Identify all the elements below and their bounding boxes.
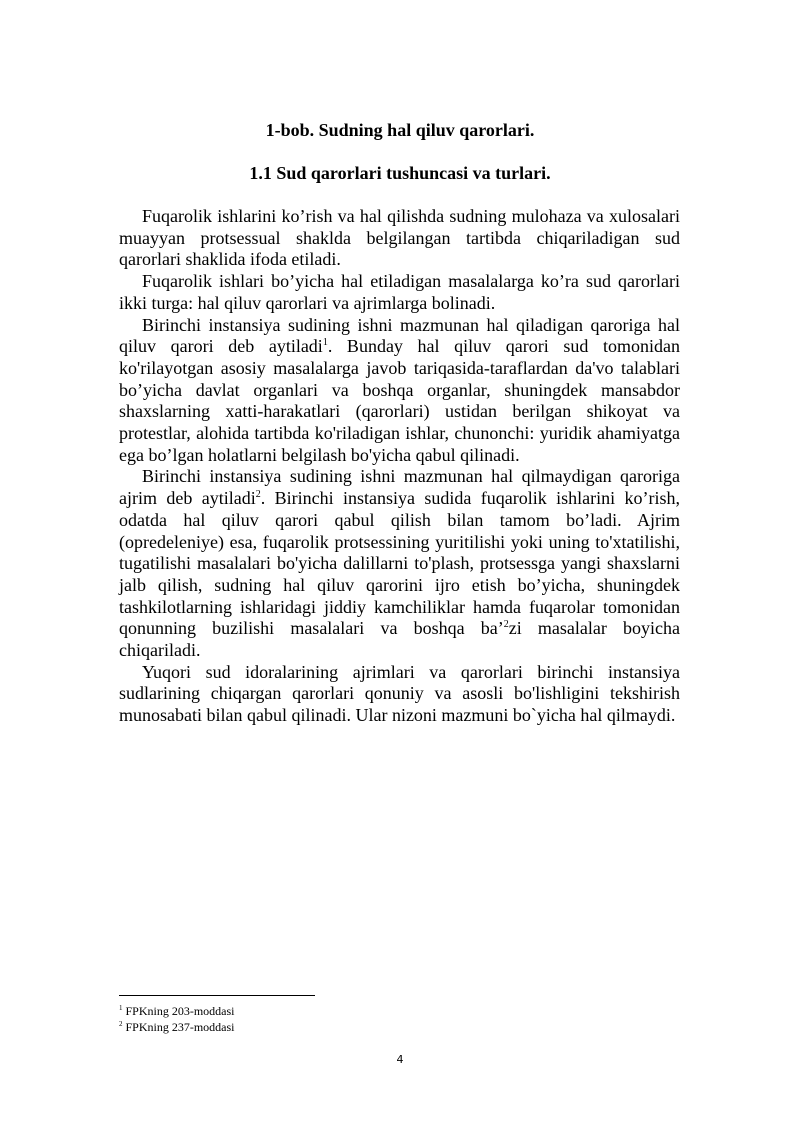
paragraph-1: Fuqarolik ishlarini ko’rish va hal qilishda sudning mulohaza va xulosalari muayyan protsessual shaklda belgilangan tartibda chiqariladigan sud qarorlari shaklida ifoda etiladi. <box>119 206 680 270</box>
paragraph-4 <box>119 466 680 661</box>
footnote-ref-1[interactable]: 1 <box>322 337 328 349</box>
paragraph-4-text-a: Birinchi instansiya sudining ishni mazmunan hal qilmaydigan qaroriga ajrim deb aytiladi <box>119 466 680 509</box>
paragraph-4-text-c: zi masalalar boyicha chiqariladi. <box>119 618 680 661</box>
footnote-ref-2[interactable]: 2 <box>255 489 261 501</box>
footnote-text-2: FPKning 237-moddasi <box>125 1020 235 1034</box>
footnote-ref-2-repeat[interactable]: 2 <box>503 619 509 631</box>
paragraph-3-text-a: Birinchi instansiya sudining ishni mazmunan hal qiladigan qaroriga hal qiluv qarori deb aytiladi <box>119 314 680 357</box>
footnote-text-1: FPKning 203-moddasi <box>125 1004 235 1018</box>
paragraph-2: Fuqarolik ishlari bo’yicha hal etiladigan masalalarga ko’ra sud qarorlari ikki turga: hal qiluv qarorlari va ajrimlarga bolinadi. <box>119 271 680 313</box>
paragraph-4-text-b: . Birinchi instansiya sudida fuqarolik ishlarini ko’rish, odatda hal qiluv qarori qabul qilish bilan tamom bo’ladi. Ajrim (opredeleniye) esa, fuqarolik protsessining yuritilishi yoki uning to'xtatilishi, tugatilishi masalalari bo'yicha dalillarni to'plash, protsessga yangi shaxslarni jalb qilish, sudning hal qiluv qarorini ijro etish bo’yicha, shuningdek tashkilotlarning ishlaridagi jiddiy kamchiliklar hamda fuqarolar tomonidan qonunning buzilishi masalalari va boshqa ba’ <box>119 488 680 639</box>
footnote-separator <box>119 995 315 996</box>
paragraph-3 <box>119 315 680 467</box>
paragraph-3-text-b: . Bunday hal qiluv qarori sud tomonidan ko'rilayotgan asosiy masalalarga javob tariqasida-taraflardan da'vo talablari bo’yicha davlat organlari va boshqa organlar, shuningdek mansabdor shaxslarning xatti-harakatlari (qarorlari) ustidan berilgan shikoyat va protestlar, alohida tartibda ko'riladigan ishlar, chunonchi: yuridik ahamiyatga ega bo’lgan holatlarni belgilash bo'yicha qabul qilinadi. <box>119 336 680 465</box>
paragraph-5: Yuqori sud idoralarining ajrimlari va qarorlari birinchi instansiya sudlarining chiqargan qarorlari qonuniy va asosli bo'lishligini tekshirish munosabati bilan qabul qilinadi. Ular nizoni mazmuni bo`yicha hal qilmaydi. <box>119 661 680 726</box>
footnote-2 <box>119 1019 680 1035</box>
footnote-mark-1: 1 <box>119 1004 123 1012</box>
page-number: 4 <box>396 1053 404 1066</box>
footnote-1 <box>119 1003 680 1019</box>
body-text <box>119 206 680 727</box>
chapter-title: 1-bob. Sudning hal qiluv qarorlari. <box>265 120 535 140</box>
section-title: 1.1 Sud qarorlari tushuncasi va turlari. <box>249 163 551 183</box>
footnotes <box>119 1003 680 1035</box>
footnote-mark-2: 2 <box>119 1020 123 1028</box>
